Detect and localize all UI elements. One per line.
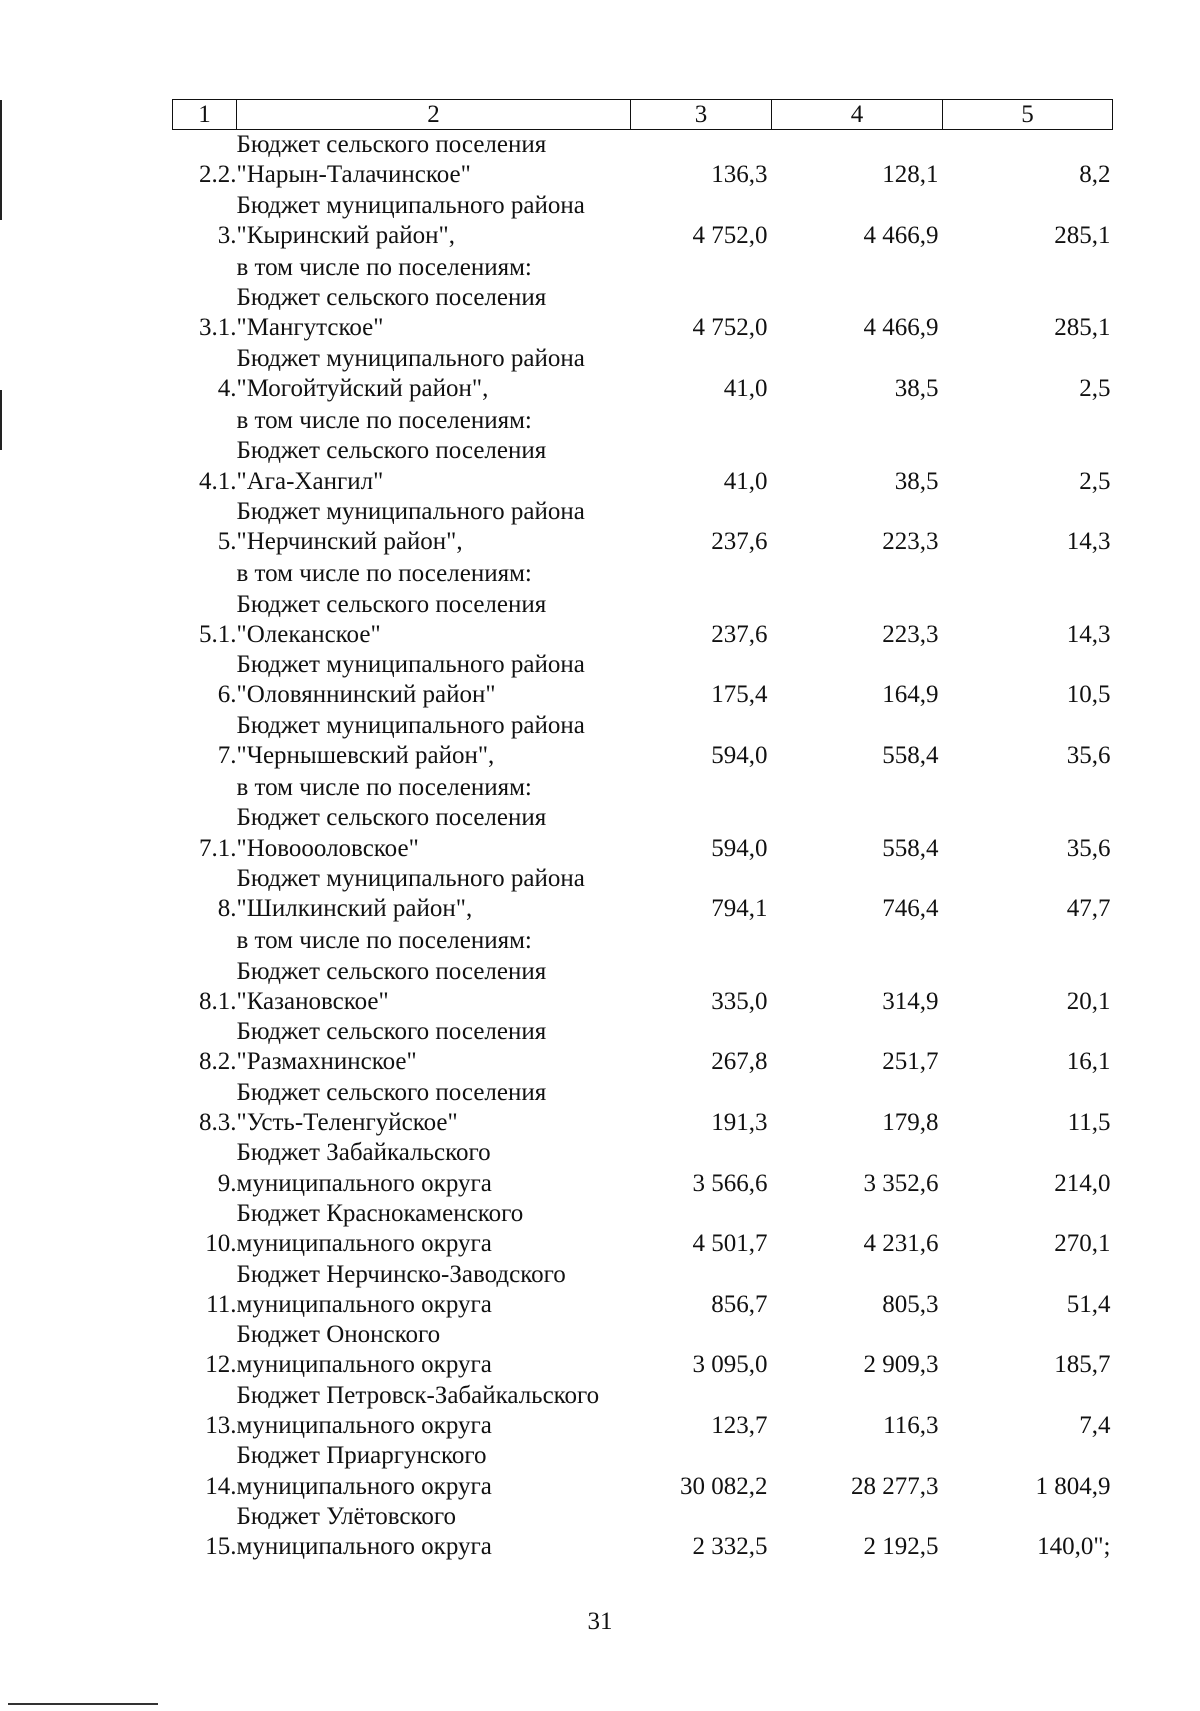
row-name [237, 436, 631, 497]
row-number: 14. [205, 1472, 237, 1500]
row-value-col-3: 41,0 [723, 467, 768, 495]
row-name [237, 864, 631, 925]
row-name [237, 590, 631, 651]
row-name [237, 1017, 631, 1078]
row-value-col-5: 10,5 [1066, 681, 1111, 709]
table-row [173, 436, 1113, 497]
row-name-line: муниципального округа [236, 1169, 492, 1197]
row-value-col-4: 223,3 [882, 528, 939, 556]
row-name-line: Бюджет сельского поселения [236, 590, 547, 618]
row-value-col-4: 116,3 [883, 1411, 939, 1439]
header-row [173, 100, 1113, 130]
row-name-line: Бюджет сельского поселения [236, 1018, 547, 1046]
row-number: 4.1. [199, 467, 237, 495]
row-value-col-4 [772, 404, 943, 436]
row-name [237, 283, 631, 344]
table-row [173, 864, 1113, 925]
footnote-rule [8, 1703, 158, 1705]
scan-edge-mark [0, 100, 2, 220]
row-name-line: "Размахнинское" [236, 1048, 417, 1076]
row-name-line: Бюджет сельского поселения [236, 284, 547, 312]
row-value-col-3: 123,7 [711, 1411, 768, 1439]
row-name-line: Бюджет Нерчинско-Заводского [236, 1260, 566, 1288]
row-value-col-3 [631, 558, 772, 590]
header-col-5: 5 [943, 100, 1113, 130]
row-name [237, 344, 631, 405]
row-number: 8.1. [199, 987, 237, 1015]
row-name [237, 558, 631, 590]
row-value-col-4: 2 192,5 [863, 1533, 939, 1561]
row-value-col-5: 2,5 [1079, 467, 1111, 495]
row-value-col-5: 7,4 [1079, 1411, 1111, 1439]
row-name-line: Бюджет Ононского [236, 1321, 441, 1349]
row-value-col-3: 237,6 [711, 620, 768, 648]
row-value-col-3 [631, 251, 772, 283]
table-row [173, 1078, 1113, 1139]
header-col-4: 4 [772, 100, 943, 130]
row-value-col-4: 28 277,3 [851, 1472, 939, 1500]
page-number: 31 [587, 1608, 613, 1635]
row-name-line: муниципального округа [236, 1411, 492, 1439]
row-value-col-4: 38,5 [894, 467, 939, 495]
row-number: 10. [205, 1230, 237, 1258]
row-name-line: Бюджет сельского поселения [236, 1078, 547, 1106]
row-number: 12. [205, 1351, 237, 1379]
table-subheading-row [173, 404, 1113, 436]
row-value-col-3: 856,7 [711, 1290, 768, 1318]
row-name-line: Бюджет сельского поселения [236, 131, 547, 158]
row-value-col-3: 267,8 [711, 1048, 768, 1076]
row-name-line: Бюджет муниципального района [236, 344, 585, 372]
row-name [237, 251, 631, 283]
row-name-line: Бюджет Улётовского [236, 1502, 457, 1530]
table-row [173, 1381, 1113, 1442]
row-value-col-3: 41,0 [723, 375, 768, 403]
row-value-col-5: 14,3 [1066, 528, 1111, 556]
table-row [173, 1441, 1113, 1502]
row-value-col-5: 285,1 [1054, 314, 1111, 342]
row-value-col-3: 4 752,0 [692, 314, 768, 342]
row-number: 5. [217, 528, 237, 556]
table-body [173, 130, 1113, 1563]
row-value-col-5: 51,4 [1066, 1290, 1111, 1318]
row-name-line: муниципального округа [236, 1472, 492, 1500]
row-name-line: "Новоооловское" [236, 834, 419, 862]
row-value-col-5: 1 804,9 [1035, 1472, 1111, 1500]
row-value-col-5 [943, 771, 1113, 803]
row-name-line: "Чернышевский район", [236, 742, 495, 770]
row-number: 6. [217, 681, 237, 709]
row-name [237, 1078, 631, 1139]
row-name [237, 1320, 631, 1381]
row-number: 4. [217, 375, 237, 403]
row-value-col-5: 285,1 [1054, 221, 1111, 249]
row-value-col-3: 594,0 [711, 834, 768, 862]
row-value-col-4: 4 231,6 [863, 1230, 939, 1258]
row-value-col-4: 223,3 [882, 620, 939, 648]
row-value-col-4: 558,4 [882, 834, 939, 862]
row-number: 13. [205, 1411, 237, 1439]
row-name [237, 1260, 631, 1321]
row-name-line: "Нарын-Талачинское" [236, 161, 471, 189]
row-number: 8.3. [199, 1109, 237, 1137]
row-name-line: Бюджет муниципального района [236, 191, 585, 219]
row-value-col-5: 2,5 [1079, 375, 1111, 403]
row-name-line: "Мангутское" [236, 314, 384, 342]
row-name [237, 1199, 631, 1260]
table-subheading-row [173, 558, 1113, 590]
row-number: 7. [217, 742, 237, 770]
row-name-line: в том числе по поселениям: [236, 560, 532, 588]
row-name-line: "Оловяннинский район" [236, 681, 496, 709]
row-name-line: Бюджет муниципального района [236, 651, 585, 679]
row-name [237, 957, 631, 1018]
row-name-line: "Шилкинский район", [236, 895, 473, 923]
row-value-col-4: 38,5 [894, 375, 939, 403]
row-value-col-4: 4 466,9 [863, 221, 939, 249]
header-col-3: 3 [631, 100, 772, 130]
table-row [173, 1260, 1113, 1321]
row-number: 3.1. [199, 314, 237, 342]
row-value-col-4 [772, 558, 943, 590]
row-value-col-4: 164,9 [882, 681, 939, 709]
row-name [237, 497, 631, 558]
table-row [173, 803, 1113, 864]
row-value-col-4: 314,9 [882, 987, 939, 1015]
row-name [237, 191, 631, 252]
row-name [237, 404, 631, 436]
row-name [237, 1441, 631, 1502]
row-name [237, 771, 631, 803]
row-number: 3. [217, 221, 237, 249]
row-number: 9. [217, 1169, 237, 1197]
row-number [173, 251, 237, 283]
row-value-col-3: 335,0 [711, 987, 768, 1015]
table-row [173, 711, 1113, 772]
row-name-line: муниципального округа [236, 1533, 492, 1561]
table-row [173, 191, 1113, 252]
scan-edge-mark [0, 390, 2, 450]
row-value-col-5: 47,7 [1066, 895, 1111, 923]
row-name [237, 130, 631, 191]
row-name-line: муниципального округа [236, 1351, 492, 1379]
row-name-line: "Могойтуйский район", [236, 375, 489, 403]
row-name [237, 711, 631, 772]
row-name [237, 803, 631, 864]
row-value-col-4: 3 352,6 [863, 1169, 939, 1197]
row-number: 8. [217, 895, 237, 923]
table-row [173, 283, 1113, 344]
row-value-col-5: 35,6 [1066, 742, 1111, 770]
row-name [237, 1502, 631, 1563]
row-value-col-3 [631, 771, 772, 803]
row-value-col-5: 270,1 [1054, 1230, 1111, 1258]
row-value-col-4: 805,3 [882, 1290, 939, 1318]
row-value-col-5: 35,6 [1066, 834, 1111, 862]
row-value-col-3: 594,0 [711, 742, 768, 770]
row-value-col-5: 140,0"; [1037, 1533, 1111, 1561]
row-name [237, 1138, 631, 1199]
row-name [237, 1381, 631, 1442]
row-name-line: Бюджет муниципального района [236, 497, 585, 525]
row-name-line: в том числе по поселениям: [236, 927, 532, 955]
row-value-col-3: 4 752,0 [692, 221, 768, 249]
row-name-line: "Казановское" [236, 987, 389, 1015]
row-name-line: в том числе по поселениям: [236, 407, 532, 435]
row-value-col-5: 14,3 [1066, 620, 1111, 648]
table-header [173, 100, 1113, 130]
row-name-line: Бюджет Забайкальского [236, 1139, 491, 1167]
table-row [173, 590, 1113, 651]
row-name-line: Бюджет Петровск-Забайкальского [236, 1381, 600, 1409]
row-value-col-3: 2 332,5 [692, 1533, 768, 1561]
row-name-line: "Нерчинский район", [236, 528, 463, 556]
row-name-line: "Олеканское" [236, 620, 381, 648]
row-value-col-4 [772, 925, 943, 957]
table-row [173, 1138, 1113, 1199]
row-number [173, 404, 237, 436]
table-subheading-row [173, 925, 1113, 957]
row-name [237, 650, 631, 711]
row-value-col-4: 179,8 [882, 1109, 939, 1137]
row-value-col-3: 30 082,2 [680, 1472, 768, 1500]
row-value-col-3: 3 095,0 [692, 1351, 768, 1379]
table-row [173, 650, 1113, 711]
header-col-1: 1 [173, 100, 237, 130]
row-value-col-4: 746,4 [882, 895, 939, 923]
row-name-line: муниципального округа [236, 1230, 492, 1258]
row-value-col-5: 20,1 [1066, 987, 1111, 1015]
row-number: 15. [205, 1533, 237, 1561]
row-name-line: Бюджет Краснокаменского [236, 1199, 524, 1227]
row-number [173, 925, 237, 957]
row-name [237, 925, 631, 957]
table-row [173, 130, 1113, 191]
row-value-col-4: 4 466,9 [863, 314, 939, 342]
row-value-col-5: 8,2 [1079, 161, 1111, 189]
row-value-col-3: 794,1 [711, 895, 768, 923]
table-row [173, 344, 1113, 405]
row-number: 2.2. [199, 161, 237, 189]
row-value-col-4: 128,1 [882, 161, 939, 189]
row-value-col-5 [943, 925, 1113, 957]
table-row [173, 1320, 1113, 1381]
row-value-col-4: 558,4 [882, 742, 939, 770]
table-subheading-row [173, 771, 1113, 803]
row-value-col-3: 237,6 [711, 528, 768, 556]
row-value-col-5 [943, 558, 1113, 590]
header-col-2: 2 [237, 100, 631, 130]
row-value-col-5: 11,5 [1067, 1109, 1111, 1137]
row-name-line: Бюджет сельского поселения [236, 437, 547, 465]
row-value-col-5: 185,7 [1054, 1351, 1111, 1379]
row-number [173, 558, 237, 590]
row-value-col-5: 16,1 [1066, 1048, 1111, 1076]
row-value-col-3 [631, 404, 772, 436]
row-name-line: Бюджет муниципального района [236, 711, 585, 739]
row-value-col-3: 4 501,7 [692, 1230, 768, 1258]
row-value-col-4: 251,7 [882, 1048, 939, 1076]
row-name-line: Бюджет муниципального района [236, 864, 585, 892]
row-name-line: Бюджет Приаргунского [236, 1442, 487, 1470]
row-number: 5.1. [199, 620, 237, 648]
row-number: 8.2. [199, 1048, 237, 1076]
row-value-col-3: 175,4 [711, 681, 768, 709]
table-row [173, 957, 1113, 1018]
row-name-line: в том числе по поселениям: [236, 774, 532, 802]
row-name-line: "Кыринский район", [236, 221, 455, 249]
row-number: 7.1. [199, 834, 237, 862]
row-number [173, 771, 237, 803]
table-row [173, 1199, 1113, 1260]
row-name-line: "Усть-Теленгуйское" [236, 1109, 458, 1137]
row-value-col-3: 191,3 [711, 1109, 768, 1137]
row-value-col-3: 136,3 [711, 161, 768, 189]
row-number: 11. [206, 1290, 237, 1318]
row-name-line: муниципального округа [236, 1290, 492, 1318]
row-name-line: Бюджет сельского поселения [236, 957, 547, 985]
row-name-line: "Ага-Хангил" [236, 467, 384, 495]
budget-table [172, 99, 1113, 1562]
table-row [173, 1502, 1113, 1563]
table-row [173, 1017, 1113, 1078]
row-value-col-4: 2 909,3 [863, 1351, 939, 1379]
table-subheading-row [173, 251, 1113, 283]
row-name-line: в том числе по поселениям: [236, 253, 532, 281]
row-value-col-4 [772, 771, 943, 803]
row-value-col-5: 214,0 [1054, 1169, 1111, 1197]
row-value-col-3 [631, 925, 772, 957]
table-row [173, 497, 1113, 558]
row-value-col-5 [943, 404, 1113, 436]
row-value-col-3: 3 566,6 [692, 1169, 768, 1197]
row-value-col-5 [943, 251, 1113, 283]
row-value-col-4 [772, 251, 943, 283]
row-name-line: Бюджет сельского поселения [236, 804, 547, 832]
